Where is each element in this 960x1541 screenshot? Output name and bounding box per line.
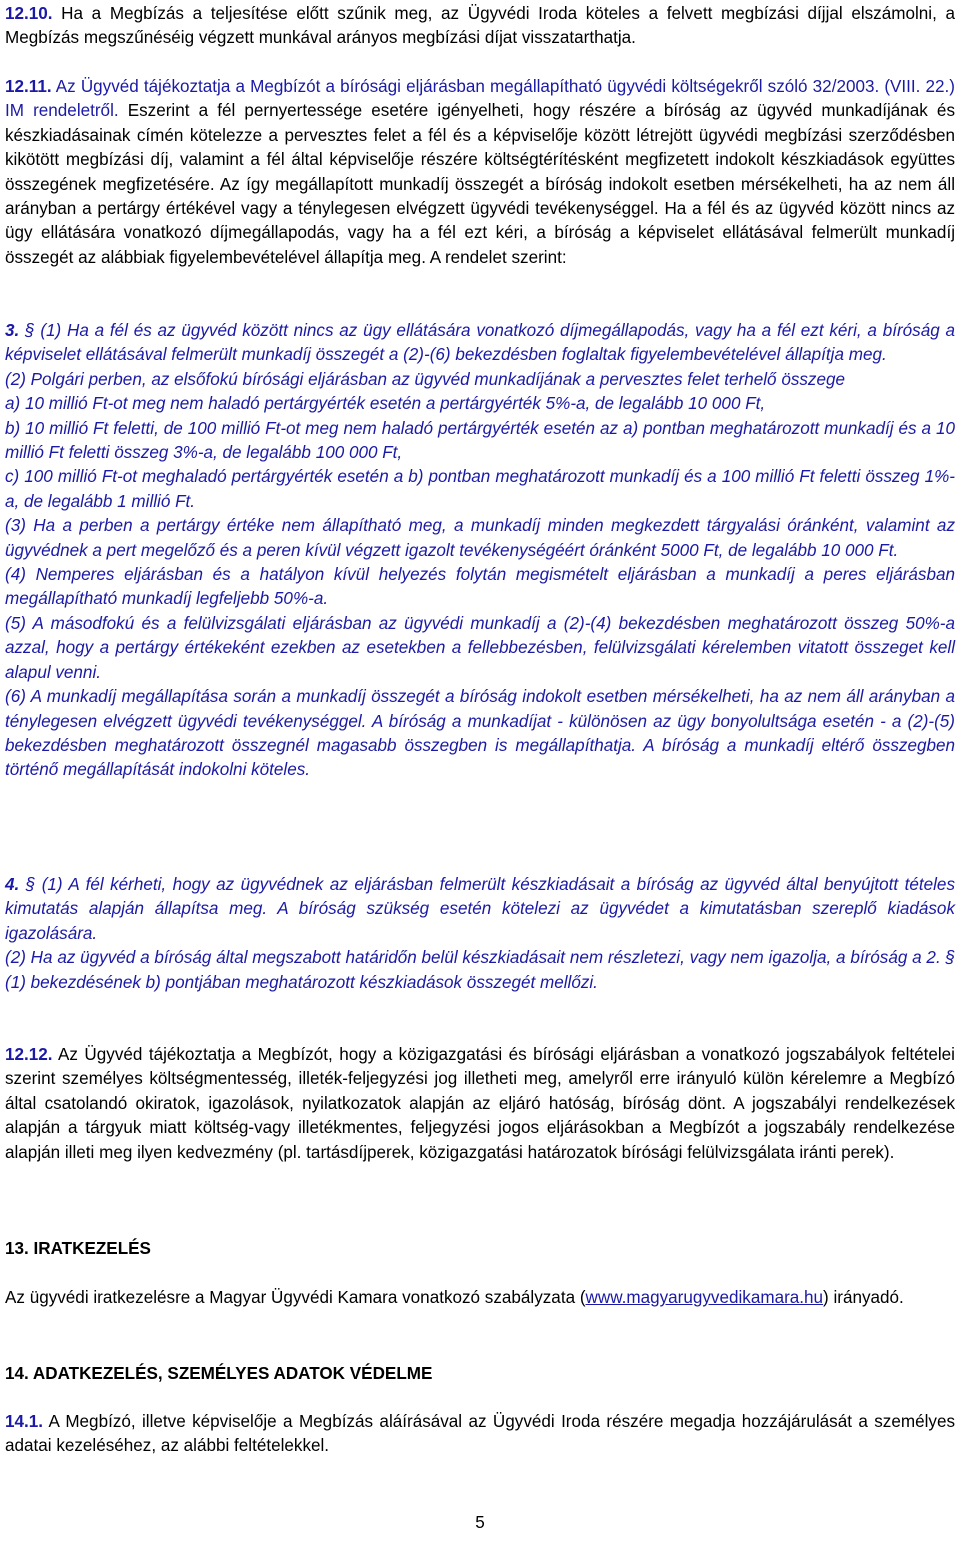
point-a: a) 10 millió Ft-ot meg nem haladó pertárgyérték esetén a pertárgyérték 5%-a, de legalább 10 000 Ft, — [5, 394, 766, 414]
paragraph-13 — [5, 1286, 955, 1310]
subsection-6: (6) A munkadíj megállapítása során a munkadíj összegét a bíróság indokolt esetben mérsékelheti, ha az nem áll arányban a ténylegesen elvégzett ügyvédi tevékenységgel. A bíróság a munkadíjat - különösen az ügy bonyolultsága esetén - a (2)-(5) bekezdésben meghatározott összegnél magasabb összegben is megállapíthatja. A bíróság a munkadíj eltérő összegben történő megállapítását indokolni köteles. — [5, 687, 955, 780]
point-c: c) 100 millió Ft-ot meghaladó pertárgyérték esetén a b) pontban meghatározott munkadíj és a 100 millió Ft feletti összeg 1%-a, de legalább 1 millió Ft. — [5, 467, 955, 511]
clause-text: Az Ügyvéd tájékoztatja a Megbízót, hogy a közigazgatási és bírósági eljárásban a vonatkozó jogszabályok feltételei szerint személyes költségmentesség, illeték-feljegyzési jog illetheti meg, amelyről erre irányuló külön kérelemre a Megbízó által csatolandó okiratok, igazolások, nyilatkozatok alapján az eljáró hatóság, bíróság dönt. A jogszabályi rendelkezések alapján a tárgyuk miatt költség-vagy illetékmentes, feljegyzési jogos eljárásokban a Megbízót a jogszabály rendelkezése alapján illeti meg ilyen kedvezmény (pl. tartásdíjperek, közigazgatási határozatok bírósági felülvizsgálata iránti perek). — [5, 1045, 955, 1162]
clause-text: Ha a Megbízás a teljesítése előtt szűnik meg, az Ügyvédi Iroda köteles a felvett megbízási díjjal elszámolni, a Megbízás megszűnéséig végzett munkával arányos megbízási díjat visszatarthatja. — [5, 4, 955, 48]
chamber-website-link[interactable]: www.magyarugyvedikamara.hu — [585, 1288, 824, 1307]
subsection-1: (1) Ha a fél és az ügyvéd között nincs az ügy ellátására vonatkozó díjmegállapodás, vagy ha a fél ezt kéri, a bíróság a képviselet ellátásával felmerült munkadíj összegét a (2)-(6) bekezdésben foglaltak figyelembevételével állapítja meg. — [5, 321, 955, 365]
paragraph-12-11 — [5, 75, 955, 270]
clause-number: 14.1. — [5, 1412, 44, 1431]
clause-number: 12.11. — [5, 77, 52, 96]
clause-number: 12.12. — [5, 1045, 53, 1064]
clause-highlight: Az Ügyvéd tájékoztatja a Megbízót a bírósági eljárásban megállapítható ügyvédi költségekről szóló 32/2003. (VIII. 22.) IM rendeletről. — [5, 77, 955, 121]
subsection-5: (5) A másodfokú és a felülvizsgálati eljárásban az ügyvédi munkadíj a (2)-(4) bekezdésben meghatározott összeg 50%-a azzal, hogy a pertárgy értékeként ezekben az esetekben a fellebbezésben, felülvizsgálati kérelemben vitatott összeget kell alapul venni. — [5, 613, 955, 682]
subsection-1: (1) A fél kérheti, hogy az ügyvédnek az eljárásban felmerült készkiadásait a bíróság az ügyvéd által benyújtott tételes kimutatás alapján állapítsa meg. A bíróság szükség esetén kötelezi az ügyvédet a kimutatásban szereplő kiadások igazolására. — [5, 875, 955, 943]
section-number: 4. — [5, 875, 20, 894]
paragraph-text: Az ügyvédi iratkezelésre a Magyar Ügyvédi Kamara vonatkozó szabályzata ( — [5, 1288, 586, 1307]
point-b: b) 10 millió Ft feletti, de 100 millió Ft-ot meg nem haladó pertárgyérték esetén az a) pontban meghatározott munkadíj és a 10 millió Ft feletti összeg 3%-a, de legalább 100 000 Ft, — [5, 418, 955, 463]
clause-text: A Megbízó, illetve képviselője a Megbízás aláírásával az Ügyvédi Iroda részére megadja hozzájárulását a személyes adatai kezeléséhez, az alábbi feltételekkel. — [5, 1412, 955, 1456]
section-number: 3. — [5, 321, 20, 340]
paragraph-14-1 — [5, 1410, 955, 1459]
paragraph-12-12 — [5, 1043, 955, 1165]
paragraph-tail: ) irányadó. — [823, 1288, 904, 1307]
page-number: 5 — [475, 1513, 485, 1532]
regulation-section-4 — [5, 873, 955, 995]
paragraph-12-10 — [5, 2, 955, 51]
clause-number: 12.10. — [5, 4, 53, 23]
section-13-heading: 13. IRATKEZELÉS — [5, 1239, 151, 1258]
regulation-section-3 — [5, 319, 955, 783]
subsection-3: (3) Ha a perben a pertárgy értéke nem állapítható meg, a munkadíj minden megkezdett tárgyalási óránként, valamint az ügyvédnek a pert megelőző és a peren kívül végzett igazolt tevékenységéért óránként 5000 Ft, de legalább 10 000 Ft. — [5, 516, 955, 560]
clause-text: Eszerint a fél pernyertessége esetére igényelheti, hogy részére a bíróság az ügyvéd munkadíjának és készkiadásainak címén kötelezze a pervesztes felet a fél és a képviselője között létrejött ügyvédi megbízási szerződésben kikötött megbízási díj, valamint a fél által képviselője részére költségtérítésként megfizetett indokolt készkiadások együttes összegének megfizetésére. Az így megállapított munkadíj összegét a bíróság indokolt esetben mérsékelheti, ha az nem áll arányban a pertárgy értékével vagy a ténylegesen elvégzett ügyvédi tevékenységgel. Ha a fél és az ügyvéd között nincs az ügy ellátására vonatkozó díjmegállapodás, vagy ha a fél ezt kéri, a bíróság a képviselet ellátásával felmerült munkadíj összegét az alábbiak figyelembevételével állapítja meg. A rendelet szerint: — [5, 101, 955, 267]
subsection-2: (2) Ha az ügyvéd a bíróság által megszabott határidőn belül készkiadásait nem részletezi, vagy nem igazolja, a bíróság a 2. § (1) bekezdésének b) pontjában meghatározott készkiadások összegét mellőzi. — [5, 948, 955, 992]
subsection-4: (4) Nemperes eljárásban és a hatályon kívül helyezés folytán megismételt eljárásban a munkadíj a peres eljárásban megállapítható munkadíj legfeljebb 50%-a. — [5, 565, 955, 609]
section-sign: § — [19, 321, 35, 340]
section-sign: § — [19, 875, 36, 894]
section-14-heading: 14. ADATKEZELÉS, SZEMÉLYES ADATOK VÉDELME — [5, 1364, 433, 1383]
subsection-2: (2) Polgári perben, az elsőfokú bírósági eljárásban az ügyvéd munkadíjának a pervesztes felet terhelő összege — [5, 369, 845, 389]
